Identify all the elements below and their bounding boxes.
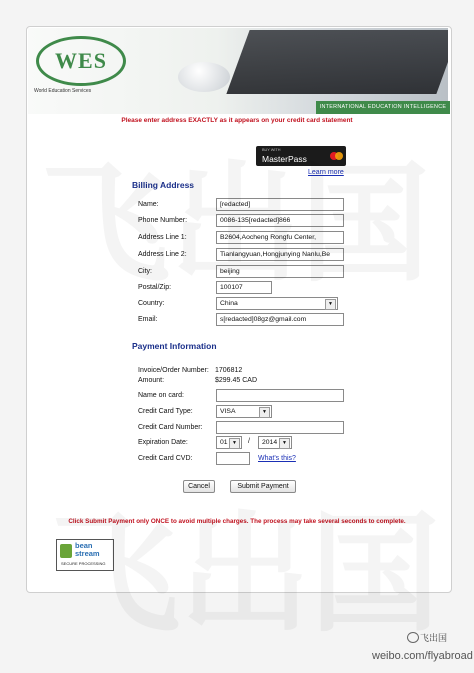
card-type-label: Credit Card Type: [138,408,193,415]
payment-info-title: Payment Information [132,341,217,351]
chevron-down-icon[interactable]: ▼ [229,438,240,449]
invoice-value: 1706812 [215,367,243,374]
whats-this-link[interactable]: What's this? [258,455,296,462]
beanstream-badge[interactable] [56,539,114,571]
beanstream-name: bean stream [75,541,100,558]
chevron-down-icon[interactable]: ▼ [279,438,290,449]
address1-field[interactable]: B2604,Aocheng Rongfu Center, [216,231,344,244]
exp-year-select[interactable] [258,436,292,449]
learn-more-link[interactable]: Learn more [308,169,344,176]
chevron-down-icon[interactable]: ▼ [259,407,270,418]
watermark-handle: 飞出国 [420,633,448,643]
postal-label: Postal/Zip: [138,284,172,291]
beanstream-sub: SECURE PROCESSING [61,561,106,566]
exp-year-value: 2014 [262,439,278,446]
chevron-down-icon[interactable]: ▼ [325,299,336,310]
name-field[interactable]: [redacted] [216,198,344,211]
address-warning: Please enter address EXACTLY as it appears on your credit card statement [121,117,353,124]
weibo-icon [407,632,419,643]
phone-field[interactable]: 0086-135[redacted]866 [216,214,344,227]
card-type-select[interactable] [216,405,272,418]
card-number-label: Credit Card Number: [138,424,203,431]
wes-tagline: World Education Services [34,88,92,94]
wes-logo[interactable]: WES [36,36,126,86]
masterpass-button[interactable] [256,146,346,166]
card-number-field[interactable] [216,421,344,434]
postal-field[interactable]: 100107 [216,281,272,294]
city-field[interactable]: beijing [216,265,344,278]
masterpass-small-text: BUY WITH [262,148,281,152]
name-label: Name: [138,201,159,208]
watermark-url: weibo.com/flyabroad [372,650,473,662]
amount-label: Amount: [138,377,165,384]
country-select[interactable] [216,297,338,310]
country-value: China [220,300,238,307]
intel-bar: INTERNATIONAL EDUCATION INTELLIGENCE [316,101,450,114]
amount-value: $299.45 CAD [215,377,258,384]
invoice-label: Invoice/Order Number: [138,367,209,374]
keyboard-image [226,30,448,94]
mastercard-icon-overlap [335,152,343,160]
email-field[interactable]: s[redacted]08gz@gmail.com [216,313,344,326]
cvd-label: Credit Card CVD: [138,455,193,462]
city-label: City: [138,268,152,275]
address2-field[interactable]: Tianlangyuan,Hongjunying Nanlu,Be [216,248,344,261]
address1-label: Address Line 1: [138,234,187,241]
lock-icon [60,544,72,558]
address2-label: Address Line 2: [138,251,187,258]
exp-separator: / [248,438,250,445]
country-label: Country: [138,300,165,307]
cvd-field[interactable] [216,452,250,465]
expiration-label: Expiration Date: [138,439,188,446]
submit-payment-button[interactable]: Submit Payment [230,480,296,493]
submit-once-warning: Click Submit Payment only ONCE to avoid multiple charges. The process may take several seconds to complete. [68,518,406,525]
card-type-value: VISA [220,408,236,415]
cancel-button[interactable]: Cancel [183,480,215,493]
phone-label: Phone Number: [138,217,188,224]
mouse-image [178,62,230,92]
email-label: Email: [138,316,158,323]
masterpass-name: MasterPass [262,154,307,164]
billing-address-title: Billing Address [132,180,195,190]
exp-month-value: 01 [220,439,228,446]
name-on-card-label: Name on card: [138,392,184,399]
name-on-card-field[interactable] [216,389,344,402]
exp-month-select[interactable] [216,436,242,449]
